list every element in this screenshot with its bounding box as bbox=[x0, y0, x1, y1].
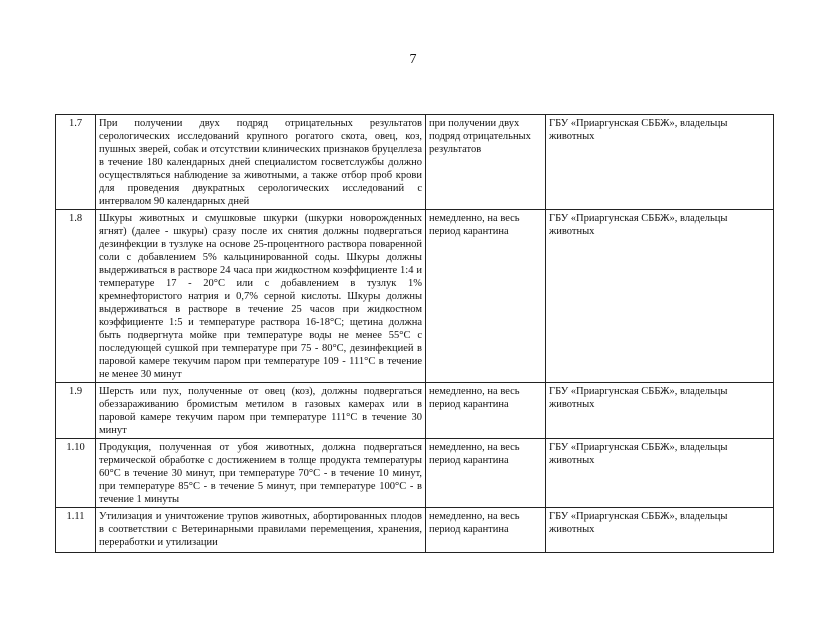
measure-text: Шерсть или пух, полученные от овец (коз), должны подвергаться обеззараживанию бромистым метилом в газовых камерах или в паровой камере текучим паром при температуре 111°С в течение 30 минут bbox=[96, 383, 426, 439]
measures-table bbox=[55, 114, 774, 553]
measure-term: немедленно, на весь период карантина bbox=[426, 439, 546, 508]
row-number: 1.7 bbox=[56, 115, 96, 210]
row-number: 1.10 bbox=[56, 439, 96, 508]
measure-responsible: ГБУ «Приаргунская СББЖ», владельцы животных bbox=[546, 508, 774, 553]
measure-text: Продукция, полученная от убоя животных, должна подвергаться термической обработке с достижением в толще продукта температуры 60°С в течение 30 минут, при температуре 70°С - в течение 10 минут, при температуре 85°С - в течение 5 минут, при температуре 100°С - в течение 1 минуты bbox=[96, 439, 426, 508]
measure-text: Утилизация и уничтожение трупов животных, абортированных плодов в соответствии с Ветеринарными правилами перемещения, хранения, переработки и утилизации bbox=[99, 511, 422, 548]
measure-text-cell bbox=[96, 508, 426, 553]
table-row bbox=[56, 508, 774, 553]
table-row bbox=[56, 439, 774, 508]
measure-term: при получении двух подряд отрицательных результатов bbox=[426, 115, 546, 210]
page-number: 7 bbox=[409, 52, 417, 67]
row-number: 1.11 bbox=[56, 508, 96, 553]
table-row bbox=[56, 115, 774, 210]
row-number: 1.9 bbox=[56, 383, 96, 439]
table-row bbox=[56, 210, 774, 383]
measure-term: немедленно, на весь период карантина bbox=[426, 508, 546, 553]
measure-term: немедленно, на весь период карантина bbox=[426, 210, 546, 383]
measure-term: немедленно, на весь период карантина bbox=[426, 383, 546, 439]
measure-text: При получении двух подряд отрицательных результатов серологических исследований крупного рогатого скота, овец, коз, пушных зверей, собак и отсутствии клинических признаков бруцеллеза в течение 180 календарных дней специалистом госветслужбы должно осуществляться наблюдение за животными, а также отбор проб крови для проведения двукратных серологических исследований с интервалом 90 календарных дней bbox=[96, 115, 426, 210]
measure-responsible: ГБУ «Приаргунская СББЖ», владельцы животных bbox=[546, 115, 774, 210]
table-row bbox=[56, 383, 774, 439]
row-number: 1.8 bbox=[56, 210, 96, 383]
measure-responsible: ГБУ «Приаргунская СББЖ», владельцы животных bbox=[546, 439, 774, 508]
measure-text: Шкуры животных и смушковые шкурки (шкурки новорожденных ягнят) (далее - шкуры) сразу после их снятия должны подвергаться дезинфекции в тузлуке на основе 25-процентного раствора поваренной соли с добавлением 5% кальцинированной соды. Шкуры должны выдерживаться в растворе 24 часа при жидкостном коэффициенте 1:4 и температуре 17 - 20°С или с добавлением в тузлук 1% кремнефтористого натрия и 0,7% серной кислоты. Шкуры должны выдерживаться в растворе в течение 25 часов при жидкостном коэффициенте 1:5 и температуре раствора 16-18°С; щетина должна быть подвергнута мойке при температуре воды не менее 55°С с последующей сушкой при температуре при 75 - 80°С, дезинфекцией в паровой камере текучим паром при температуре 109 - 111°С в течение не менее 30 минут bbox=[96, 210, 426, 383]
measure-responsible: ГБУ «Приаргунская СББЖ», владельцы животных bbox=[546, 210, 774, 383]
measure-responsible: ГБУ «Приаргунская СББЖ», владельцы животных bbox=[546, 383, 774, 439]
